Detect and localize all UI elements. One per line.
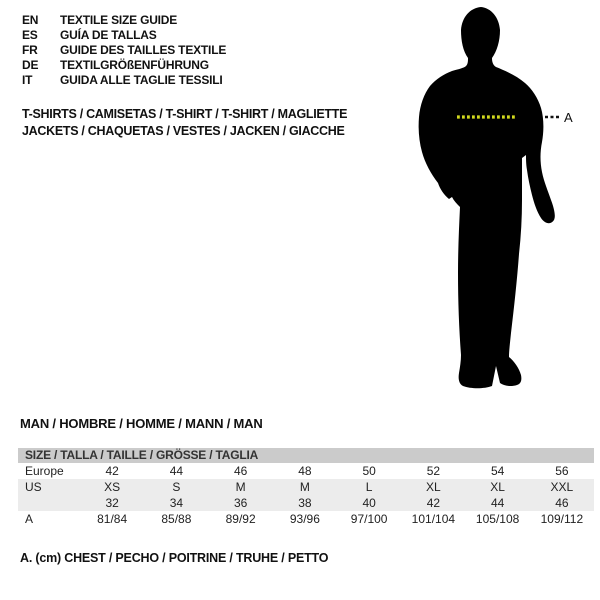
table-row-chest-a	[18, 511, 594, 527]
list-item	[22, 13, 226, 28]
table-cell: 85/88	[161, 512, 192, 526]
table-row-europe	[18, 463, 594, 479]
table-cell: 97/100	[350, 512, 388, 526]
category-line-jackets: JACKETS / CHAQUETAS / VESTES / JACKEN / GIACCHE	[22, 124, 345, 138]
table-cell: 42	[426, 496, 441, 510]
table-cell: 101/104	[411, 512, 456, 526]
list-item	[22, 58, 226, 73]
garment-categories	[22, 106, 347, 140]
language-label: TEXTILE SIZE GUIDE	[60, 13, 178, 27]
table-cell: 89/92	[225, 512, 256, 526]
language-label: GUÍA DE TALLAS	[60, 28, 157, 42]
language-label: GUIDA ALLE TAGLIE TESSILI	[60, 73, 223, 87]
table-cell: 52	[426, 464, 441, 478]
language-code: EN	[22, 13, 39, 27]
row-label: US	[25, 480, 42, 494]
table-cell: M	[235, 480, 246, 494]
list-item	[22, 73, 226, 88]
table-row-us-numeric	[18, 495, 594, 511]
row-label	[18, 495, 80, 511]
table-cell: XXL	[550, 480, 574, 494]
table-cell: 38	[298, 496, 312, 510]
category-line-tshirts: T-SHIRTS / CAMISETAS / T-SHIRT / T-SHIRT / MAGLIETTE	[22, 107, 348, 121]
table-cell: 56	[555, 464, 569, 478]
measurement-footnote: A. (cm) CHEST / PECHO / POITRINE / TRUHE / PETTO	[20, 551, 329, 565]
language-label: TEXTILGRÖßENFÜHRUNG	[60, 58, 209, 72]
table-cell: 81/84	[97, 512, 128, 526]
table-row-us	[18, 479, 594, 495]
table-cell: 32	[105, 496, 119, 510]
table-cell: 93/96	[289, 512, 320, 526]
table-cell: 44	[169, 464, 184, 478]
measurement-label-a: A	[564, 110, 573, 125]
size-table	[18, 448, 594, 527]
table-cell: 36	[233, 496, 248, 510]
size-table-header: SIZE / TALLA / TAILLE / GRÖSSE / TAGLIA	[18, 448, 594, 463]
table-cell: S	[172, 480, 181, 494]
language-code: FR	[22, 43, 38, 57]
table-cell: 48	[298, 464, 312, 478]
language-code: IT	[22, 73, 33, 87]
row-label: A	[25, 512, 34, 526]
table-cell: 109/112	[540, 512, 584, 526]
man-silhouette	[419, 7, 555, 388]
table-cell: 46	[555, 496, 569, 510]
table-cell: XS	[104, 480, 121, 494]
table-cell: M	[299, 480, 310, 494]
table-cell: XL	[426, 480, 441, 494]
table-cell: 44	[490, 496, 505, 510]
table-cell: 34	[169, 496, 184, 510]
table-cell: 54	[490, 464, 505, 478]
table-cell: 105/108	[475, 512, 520, 526]
language-guide-list	[22, 13, 226, 88]
language-code: ES	[22, 28, 38, 42]
table-cell: 40	[362, 496, 376, 510]
list-item	[22, 28, 226, 43]
list-item	[22, 43, 226, 58]
language-code: DE	[22, 58, 39, 72]
man-figure	[400, 0, 600, 400]
row-label: Europe	[25, 464, 64, 478]
table-shaded-band	[18, 479, 594, 511]
table-cell: 42	[105, 464, 119, 478]
section-title-man: MAN / HOMBRE / HOMME / MANN / MAN	[20, 416, 263, 431]
table-cell: 50	[362, 464, 376, 478]
table-cell: L	[365, 480, 373, 494]
table-cell: 46	[233, 464, 248, 478]
table-cell: XL	[490, 480, 505, 494]
language-label: GUIDE DES TAILLES TEXTILE	[60, 43, 227, 57]
